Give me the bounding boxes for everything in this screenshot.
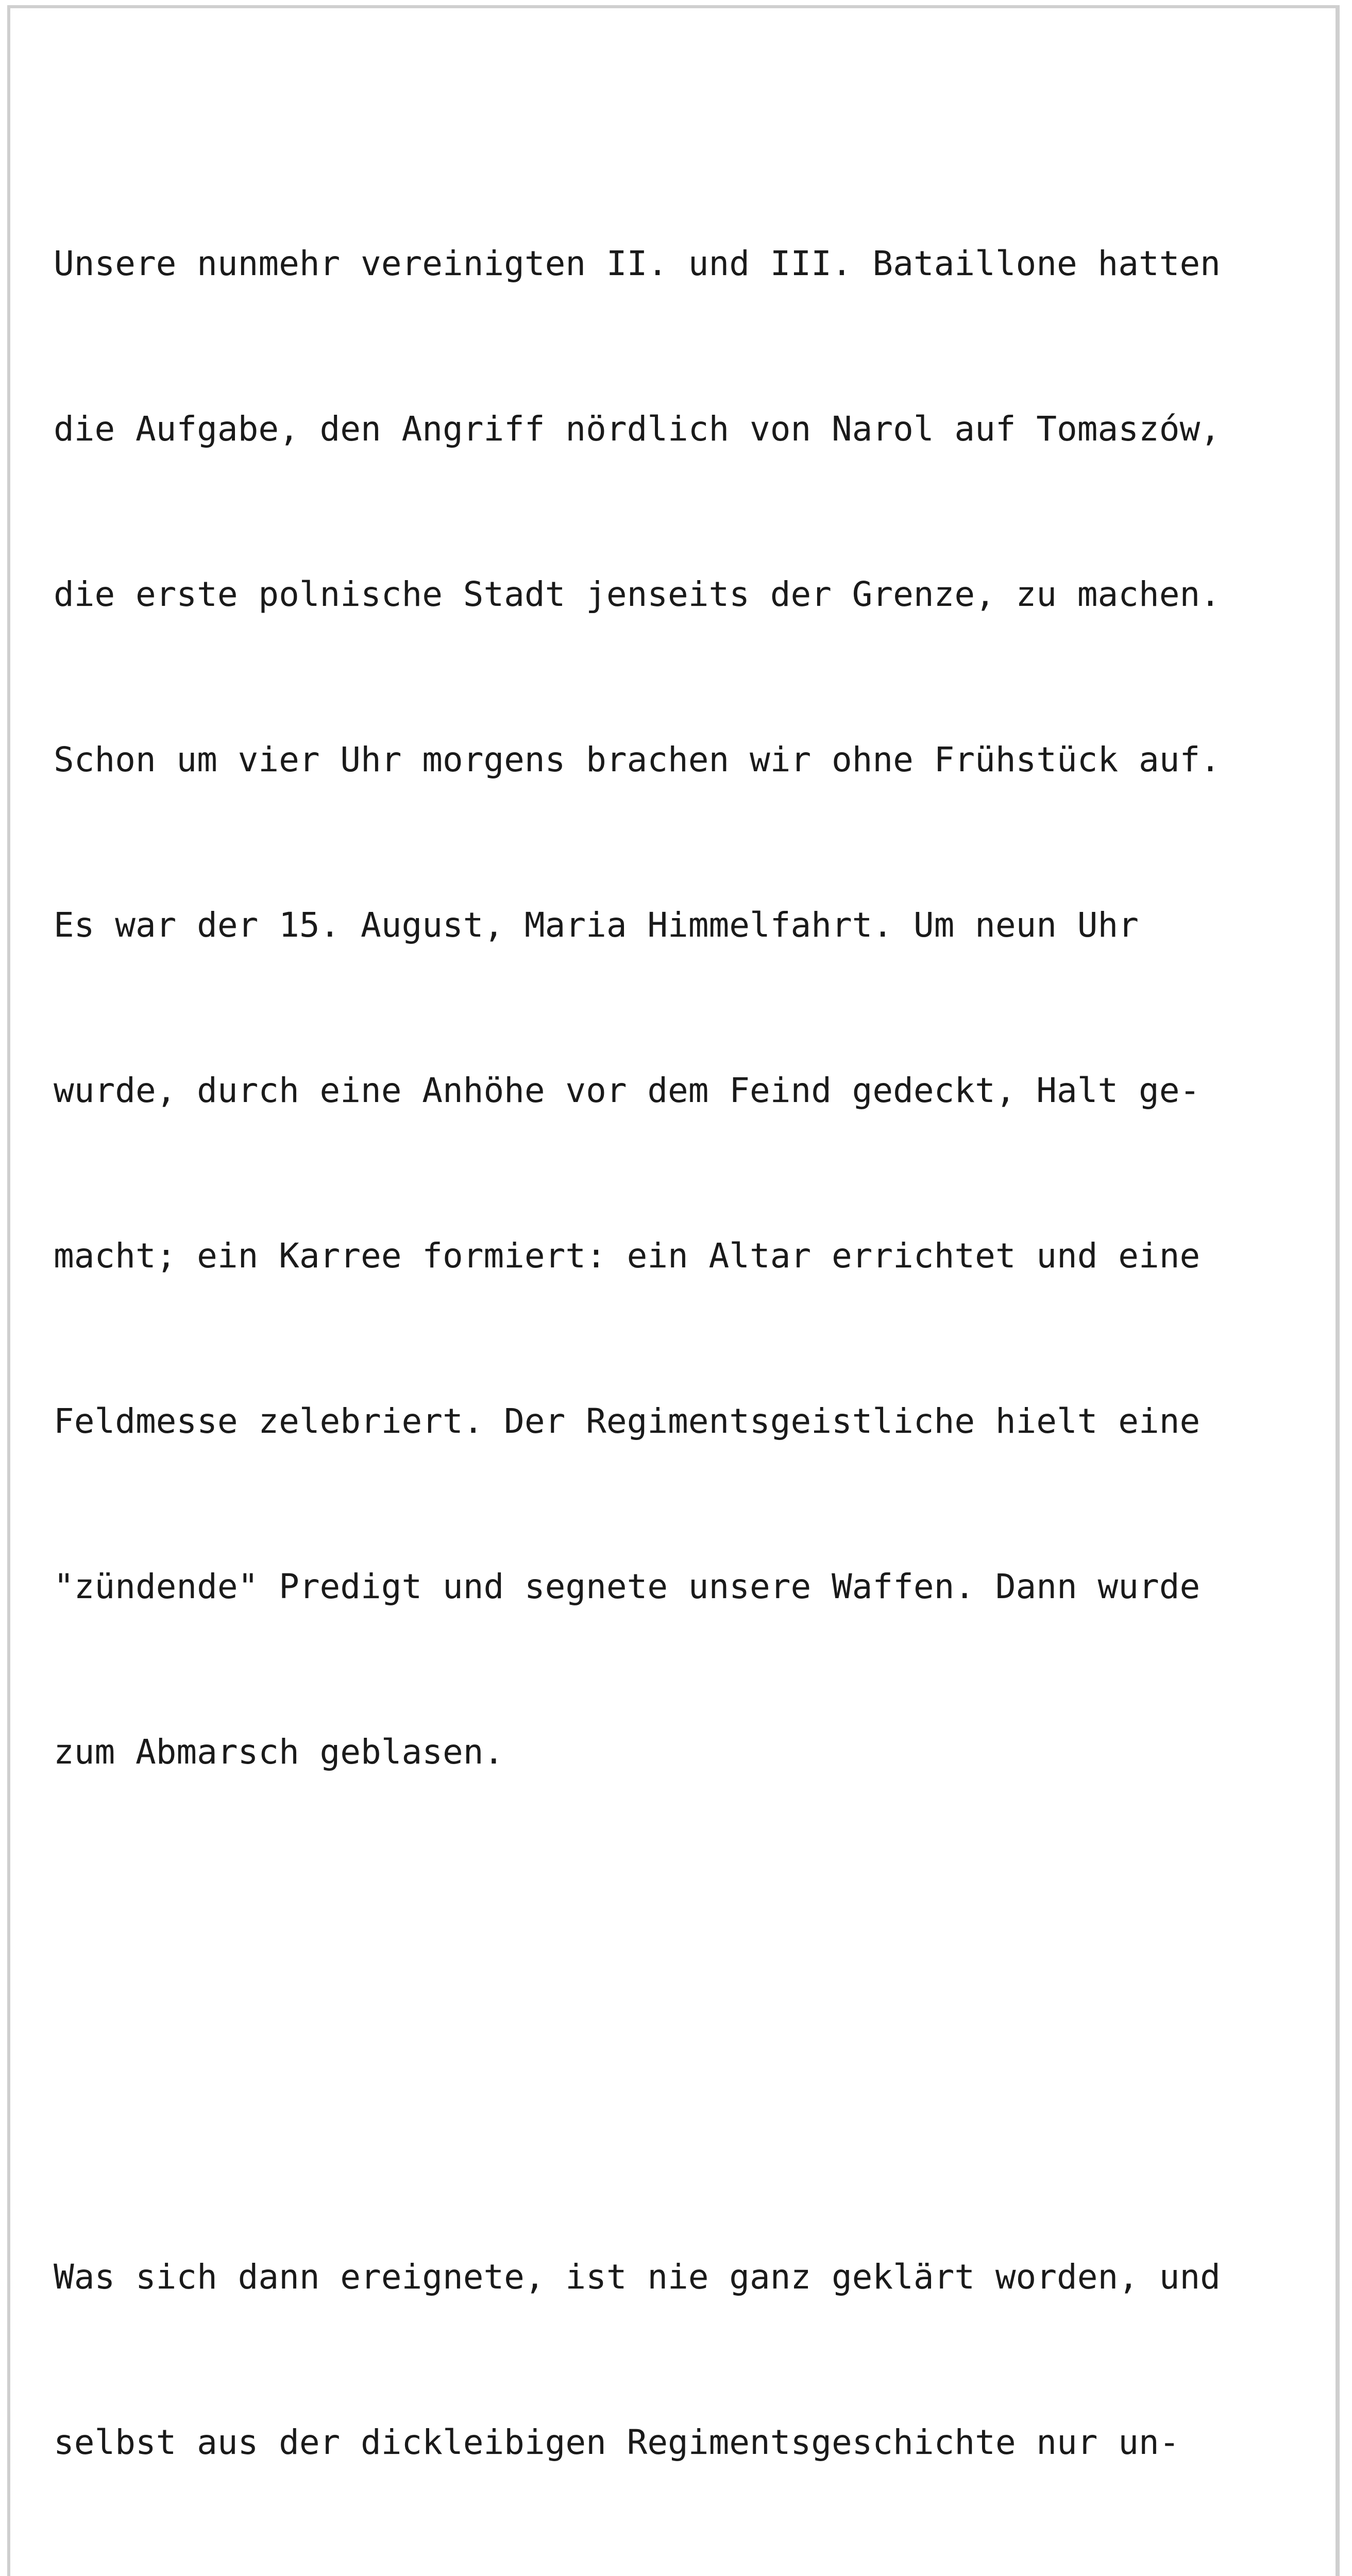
text-line: Feldmesse zelebriert. Der Regimentsgeistliche hielt eine <box>54 1401 1201 1441</box>
text-line: die Aufgabe, den Angriff nördlich von Narol auf Tomaszów, <box>54 409 1221 449</box>
text-line: Schon um vier Uhr morgens brachen wir ohne Frühstück auf. <box>54 740 1221 779</box>
document-page <box>7 5 1340 2576</box>
text-line: selbst aus der dickleibigen Regimentsgeschichte nur un- <box>54 2422 1180 2462</box>
paragraph-2 <box>54 2139 1321 2576</box>
text-line: wurde, durch eine Anhöhe vor dem Feind gedeckt, Halt ge- <box>54 1071 1201 1110</box>
text-line: Was sich dann ereignete, ist nie ganz geklärt worden, und <box>54 2257 1221 2297</box>
paragraph-gap <box>54 2000 1321 2029</box>
text-line: "zündende" Predigt und segnete unsere Waffen. Dann wurde <box>54 1567 1201 1606</box>
text-line: die erste polnische Stadt jenseits der Grenze, zu machen. <box>54 574 1221 614</box>
text-line: Es war der 15. August, Maria Himmelfahrt. Um neun Uhr <box>54 905 1139 945</box>
text-line: Unsere nunmehr vereinigten II. und III. Bataillone hatten <box>54 244 1221 283</box>
document-text <box>54 15 1321 2576</box>
text-line: zum Abmarsch geblasen. <box>54 1732 504 1772</box>
paragraph-1 <box>54 126 1321 1890</box>
text-line: macht; ein Karree formiert: ein Altar errichtet und eine <box>54 1236 1201 1276</box>
